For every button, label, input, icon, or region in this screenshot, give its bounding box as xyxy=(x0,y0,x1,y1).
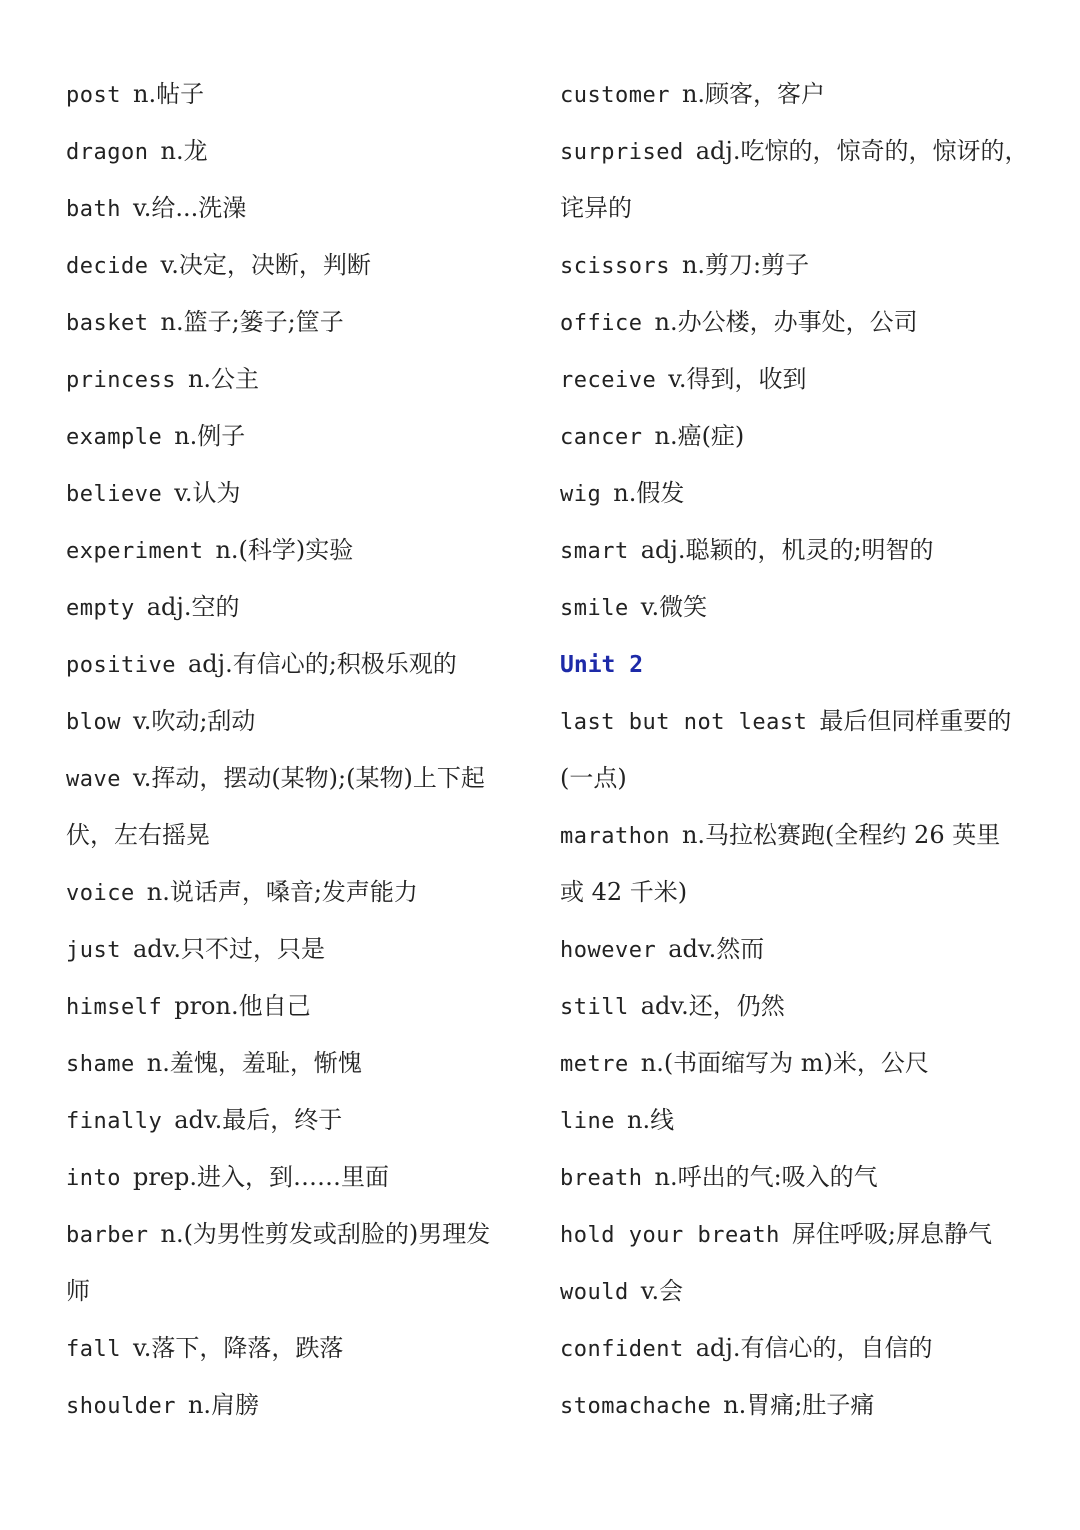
entry-word: shame xyxy=(66,1052,135,1077)
vocabulary-entry xyxy=(66,408,536,465)
vocabulary-entry xyxy=(66,750,536,807)
entry-definition: v.落下，降落，跌落 xyxy=(132,1334,344,1362)
entry-word: cancer xyxy=(560,425,643,450)
entry-definition: adj.有信心的，自信的 xyxy=(695,1334,933,1362)
vocabulary-entry xyxy=(66,1092,536,1149)
vocabulary-entry xyxy=(560,1149,1030,1206)
entry-definition: n.龙 xyxy=(160,137,208,165)
vocabulary-entry xyxy=(560,123,1030,180)
entry-definition: n.篮子;篓子;筐子 xyxy=(160,308,344,336)
entry-word: empty xyxy=(66,596,135,621)
vocabulary-entry xyxy=(66,978,536,1035)
entry-definition: adv.只不过，只是 xyxy=(132,935,325,963)
vocabulary-entry xyxy=(560,465,1030,522)
entry-definition: v.得到，收到 xyxy=(668,365,807,393)
vocabulary-entry xyxy=(560,921,1030,978)
entry-definition: v.决定，决断，判断 xyxy=(160,251,371,279)
vocabulary-entry xyxy=(560,66,1030,123)
entry-word: barber xyxy=(66,1223,149,1248)
entry-definition: n.线 xyxy=(626,1106,675,1134)
entry-definition: n.帖子 xyxy=(132,80,205,108)
entry-definition: n.马拉松赛跑(全程约 26 英里 xyxy=(681,821,1001,849)
entry-word: experiment xyxy=(66,539,204,564)
entry-definition: adj.有信心的;积极乐观的 xyxy=(187,650,457,678)
vocabulary-entry xyxy=(560,579,1030,636)
entry-word: voice xyxy=(66,881,135,906)
vocabulary-entry-continuation xyxy=(560,750,1030,807)
entry-word: dragon xyxy=(66,140,149,165)
entry-definition: n.肩膀 xyxy=(187,1391,260,1419)
vocabulary-entry xyxy=(66,864,536,921)
entry-word: himself xyxy=(66,995,163,1020)
vocabulary-entry xyxy=(66,237,536,294)
entry-word: stomachache xyxy=(560,1394,712,1419)
vocabulary-entry xyxy=(560,978,1030,1035)
vocabulary-entry xyxy=(560,522,1030,579)
vocabulary-entry xyxy=(66,522,536,579)
entry-definition: 诧异的 xyxy=(560,194,632,222)
entry-definition: n.例子 xyxy=(174,422,246,450)
entry-word: princess xyxy=(66,368,176,393)
entry-word: finally xyxy=(66,1109,163,1134)
vocabulary-entry xyxy=(66,180,536,237)
entry-word: post xyxy=(66,83,121,108)
vocabulary-entry xyxy=(66,351,536,408)
entry-word: still xyxy=(560,995,629,1020)
vocabulary-entry xyxy=(66,1149,536,1206)
entry-definition: adv.然而 xyxy=(668,935,765,963)
entry-word: hold your breath xyxy=(560,1223,780,1248)
entry-definition: v.给...洗澡 xyxy=(132,194,247,222)
entry-word: shoulder xyxy=(66,1394,176,1419)
entry-definition: n.顾客，客户 xyxy=(681,80,826,108)
right-vocabulary-column xyxy=(560,66,1030,1434)
vocabulary-entry xyxy=(560,1263,1030,1320)
entry-word: positive xyxy=(66,653,176,678)
entry-definition: prep.进入，到……里面 xyxy=(132,1163,390,1191)
entry-definition: 或 42 千米) xyxy=(560,878,688,906)
entry-word: bath xyxy=(66,197,121,222)
entry-word: last but not least xyxy=(560,710,808,735)
entry-definition: n.呼出的气:吸入的气 xyxy=(654,1163,878,1191)
entry-word: scissors xyxy=(560,254,670,279)
entry-definition: n.胃痛;肚子痛 xyxy=(723,1391,875,1419)
entry-definition: adv.还，仍然 xyxy=(640,992,785,1020)
entry-word: line xyxy=(560,1109,615,1134)
entry-word: metre xyxy=(560,1052,629,1077)
entry-word: decide xyxy=(66,254,149,279)
vocabulary-entry xyxy=(560,1320,1030,1377)
entry-definition: adj.空的 xyxy=(146,593,240,621)
entry-word: smile xyxy=(560,596,629,621)
entry-word: would xyxy=(560,1280,629,1305)
vocabulary-entry xyxy=(560,351,1030,408)
entry-definition: n.说话声，嗓音;发声能力 xyxy=(146,878,418,906)
entry-word: smart xyxy=(560,539,629,564)
entry-word: fall xyxy=(66,1337,121,1362)
vocabulary-entry-continuation xyxy=(66,1263,536,1320)
entry-word: wig xyxy=(560,482,602,507)
entry-definition: v.挥动，摆动(某物);(某物)上下起 xyxy=(132,764,485,792)
entry-definition: adj.吃惊的，惊奇的，惊讶的， xyxy=(695,137,1029,165)
entry-definition: v.会 xyxy=(640,1277,684,1305)
vocabulary-entry xyxy=(66,1377,536,1434)
vocabulary-entry xyxy=(66,66,536,123)
entry-definition: pron.他自己 xyxy=(174,992,311,1020)
entry-word: marathon xyxy=(560,824,670,849)
vocabulary-entry-continuation xyxy=(66,807,536,864)
unit-heading xyxy=(560,636,1030,693)
entry-word: just xyxy=(66,938,121,963)
entry-definition: n.(科学)实验 xyxy=(215,536,354,564)
entry-definition: 伏，左右摇晃 xyxy=(66,821,210,849)
entry-definition: n.癌(症) xyxy=(654,422,745,450)
entry-word: wave xyxy=(66,767,121,792)
entry-word: believe xyxy=(66,482,163,507)
vocabulary-entry xyxy=(66,1320,536,1377)
entry-word: receive xyxy=(560,368,657,393)
entry-definition: n.办公楼，办事处，公司 xyxy=(654,308,918,336)
left-vocabulary-column xyxy=(66,66,536,1434)
vocabulary-entry xyxy=(66,579,536,636)
vocabulary-entry xyxy=(560,1206,1030,1263)
unit-heading-text: Unit 2 xyxy=(560,652,644,678)
vocabulary-entry xyxy=(560,1377,1030,1434)
entry-word: example xyxy=(66,425,163,450)
entry-word: office xyxy=(560,311,643,336)
entry-definition: 最后但同样重要的 xyxy=(819,707,1012,735)
entry-word: confident xyxy=(560,1337,684,1362)
entry-definition: v.认为 xyxy=(174,479,241,507)
vocabulary-entry xyxy=(560,408,1030,465)
vocabulary-entry xyxy=(66,693,536,750)
entry-word: customer xyxy=(560,83,670,108)
vocabulary-entry-continuation xyxy=(560,180,1030,237)
entry-word: surprised xyxy=(560,140,684,165)
entry-definition: adj.聪颖的，机灵的;明智的 xyxy=(640,536,934,564)
vocabulary-entry xyxy=(66,123,536,180)
entry-definition: n.(为男性剪发或刮脸的)男理发 xyxy=(160,1220,491,1248)
entry-definition: n.假发 xyxy=(613,479,685,507)
vocabulary-entry xyxy=(66,465,536,522)
entry-definition: v.微笑 xyxy=(640,593,708,621)
vocabulary-entry xyxy=(560,237,1030,294)
vocabulary-entry xyxy=(560,807,1030,864)
entry-word: blow xyxy=(66,710,121,735)
vocabulary-entry-continuation xyxy=(560,864,1030,921)
vocabulary-entry xyxy=(560,1035,1030,1092)
entry-definition: adv.最后，终于 xyxy=(174,1106,343,1134)
entry-definition: n.剪刀:剪子 xyxy=(681,251,810,279)
vocabulary-entry xyxy=(560,294,1030,351)
entry-definition: n.公主 xyxy=(187,365,260,393)
entry-word: however xyxy=(560,938,657,963)
entry-word: into xyxy=(66,1166,121,1191)
entry-definition: v.吹动;刮动 xyxy=(132,707,256,735)
vocabulary-entry xyxy=(66,1035,536,1092)
vocabulary-entry xyxy=(560,693,1030,750)
vocabulary-entry xyxy=(66,636,536,693)
entry-word: breath xyxy=(560,1166,643,1191)
entry-definition: n.羞愧，羞耻，惭愧 xyxy=(146,1049,362,1077)
entry-definition: 屏住呼吸;屏息静气 xyxy=(791,1220,993,1248)
vocabulary-entry xyxy=(66,1206,536,1263)
entry-word: basket xyxy=(66,311,149,336)
vocabulary-entry xyxy=(66,921,536,978)
entry-definition: n.(书面缩写为 m)米，公尺 xyxy=(640,1049,929,1077)
entry-definition: 师 xyxy=(66,1277,90,1305)
vocabulary-entry xyxy=(66,294,536,351)
entry-definition: (一点) xyxy=(560,764,627,792)
vocabulary-entry xyxy=(560,1092,1030,1149)
